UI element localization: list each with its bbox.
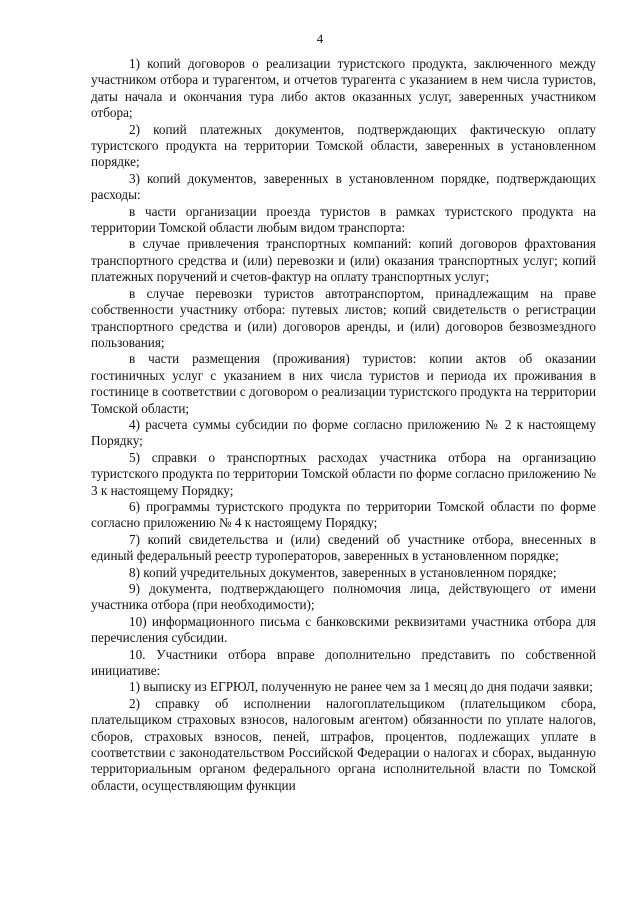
- paragraph-item-3-expenses: 3) копий документов, заверенных в установленном порядке, подтверждающих расходы:: [91, 170, 596, 203]
- paragraph-item-10-bank-letter: 10) информационного письма с банковскими реквизитами участника отбора для перечисления субсидии.: [91, 613, 596, 646]
- paragraph-item-1-contracts: 1) копий договоров о реализации туристского продукта, заключенного между участником отбора и турагентом, и отчетов турагента с указанием в нем числа туристов, даты начала и окончания тура либо актов оказанных услуг, заверенных участником отбора;: [91, 56, 596, 121]
- paragraph-item-9-authority: 9) документа, подтверждающего полномочия лица, действующего от имени участника отбора (при необходимости);: [91, 581, 596, 613]
- paragraph-item-6-tour-program: 6) программы туристского продукта по территории Томской области по форме согласно приложению № 4 к настоящему Порядку;: [91, 498, 596, 531]
- document-body: [91, 56, 596, 794]
- paragraph-item-5-transport-certificate: 5) справки о транспортных расходах участника отбора на организацию туристского продукта по территории Томской области по форме согласно приложению № 3 к настоящему Порядку;: [91, 449, 596, 498]
- paragraph-own-vehicles: в случае перевозки туристов автотранспортом, принадлежащим на праве собственности участнику отбора: путевых листов; копий свидетельств о регистрации транспортного средства и (или) договоров аренды, и (или) договоров безвозмездного пользования;: [91, 285, 596, 350]
- paragraph-transport-companies: в случае привлечения транспортных компаний: копий договоров фрахтования транспортного средства и (или) перевозки и (или) оказания транспортных услуг; копий платежных поручений и счетов-фактур на оплату транспортных услуг;: [91, 236, 596, 285]
- paragraph-egrul-extract: 1) выписку из ЕГРЮЛ, полученную не ранее чем за 1 месяц до дня подачи заявки;: [129, 679, 593, 695]
- paragraph-section-10: 10. Участники отбора вправе дополнительно представить по собственной инициативе:: [91, 646, 596, 679]
- paragraph-item-8-founding-docs: 8) копий учредительных документов, заверенных в установленном порядке;: [129, 564, 557, 580]
- paragraph-transport-part: в части организации проезда туристов в рамках туристского продукта на территории Томской области любым видом транспорта:: [91, 203, 596, 236]
- paragraph-item-4-subsidy-calc: 4) расчета суммы субсидии по форме согласно приложению № 2 к настоящему Порядку;: [91, 416, 596, 449]
- paragraph-accommodation: в части размещения (проживания) туристов: копии актов об оказании гостиничных услуг с указанием в них числа туристов и периода их проживания в гостинице в соответствии с договором о реализации туристского продукта на территории Томской области;: [91, 351, 596, 416]
- paragraph-tax-certificate: 2) справку об исполнении налогоплательщиком (плательщиком сбора, плательщиком страховых взносов, налоговым агентом) обязанности по уплате налогов, сборов, страховых взносов, пеней, штрафов, процентов, подлежащих уплате в соответствии с законодательством Российской Федерации о налогах и сборах, выданную территориальным органом федерального органа исполнительной власти по Томской области, осуществляющим функции: [91, 695, 596, 793]
- paragraph-item-7-registry: 7) копий свидетельства и (или) сведений об участнике отбора, внесенных в единый федеральный реестр туроператоров, заверенных в установленном порядке;: [91, 531, 596, 564]
- paragraph-item-2-payments: 2) копий платежных документов, подтверждающих фактическую оплату туристского продукта на территории Томской области, заверенных в установленном порядке;: [91, 121, 596, 170]
- page-number: 4: [316, 31, 324, 46]
